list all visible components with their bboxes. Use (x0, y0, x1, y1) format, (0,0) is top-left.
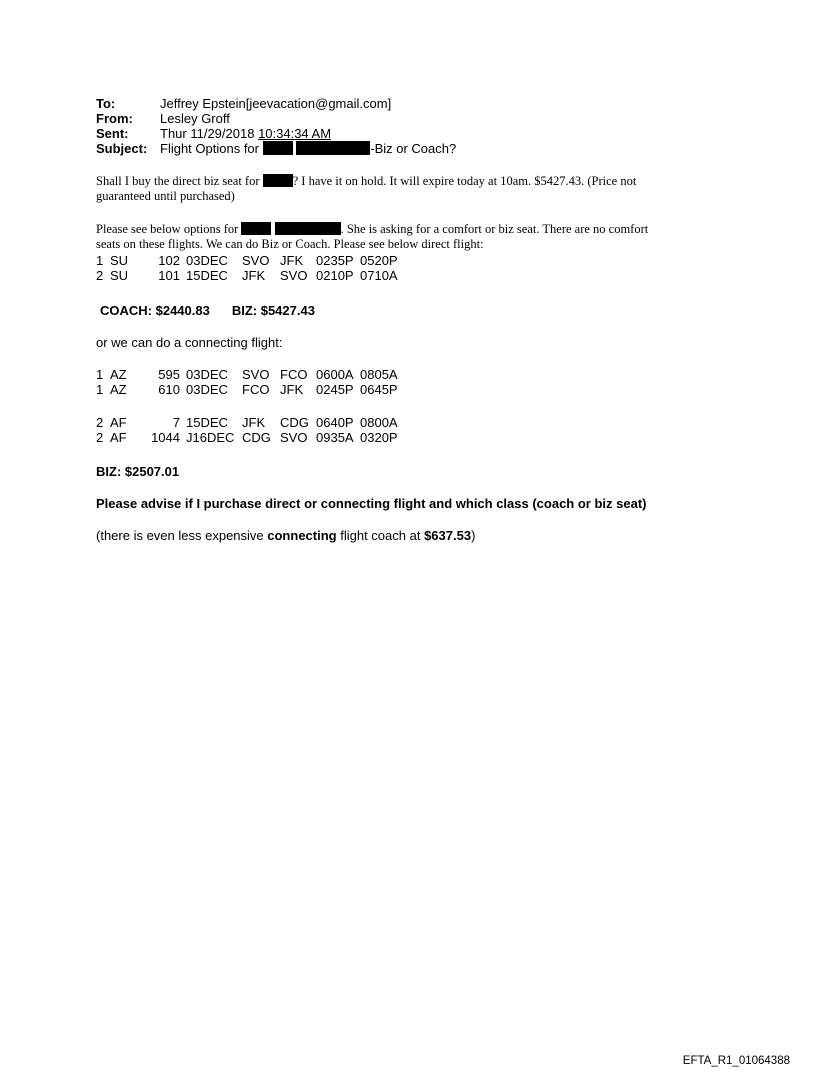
flight-to: JFK (280, 382, 304, 397)
flight-from: JFK (242, 415, 266, 430)
flight-from: SVO (242, 367, 270, 382)
flight-airline: AZ (110, 382, 127, 397)
flight-seg: 1 (96, 367, 104, 382)
connecting-out-list (96, 367, 736, 397)
flight-row (96, 430, 736, 445)
flight-flight: 101 (158, 268, 180, 283)
flight-seg: 1 (96, 253, 104, 268)
connecting-intro: or we can do a connecting flight: (96, 335, 283, 350)
subject-value (160, 141, 456, 156)
flight-to: SVO (280, 268, 308, 283)
subject-prefix: Flight Options for (160, 141, 259, 156)
advise-text: Please advise if I purchase direct or connecting flight and which class (coach or biz seat) (96, 496, 647, 511)
flight-row (96, 367, 736, 382)
flight-seg: 2 (96, 430, 104, 445)
flight-date: 03DEC (186, 367, 228, 382)
connecting-biz-price: BIZ: $2507.01 (96, 464, 180, 479)
flight-flight: 595 (158, 367, 180, 382)
flight-date: 03DEC (186, 382, 228, 397)
redaction-box (296, 141, 370, 155)
redaction-box (263, 174, 293, 187)
flight-to: SVO (280, 430, 308, 445)
flight-flight: 102 (158, 253, 180, 268)
connecting-ret-list (96, 415, 736, 445)
note-e: ) (471, 528, 476, 543)
flight-arr: 0320P (360, 430, 398, 445)
from-row (96, 111, 456, 126)
to-value: Jeffrey Epstein[jeevacation@gmail.com] (160, 96, 392, 111)
sent-date: Thur 11/29/2018 (160, 126, 259, 141)
flight-airline: SU (110, 253, 129, 268)
flight-to: JFK (280, 253, 304, 268)
from-value: Lesley Groff (160, 111, 230, 126)
subject-suffix: -Biz or Coach? (370, 141, 457, 156)
flight-flight: 1044 (151, 430, 180, 445)
note-c: flight coach at (336, 528, 425, 543)
subject-row (96, 141, 456, 156)
flight-from: FCO (242, 382, 270, 397)
flight-airline: AZ (110, 367, 127, 382)
flight-arr: 0805A (360, 367, 398, 382)
flight-seg: 1 (96, 382, 104, 397)
para2-text-c: seats on these flights. We can do Biz or Coach. Please see below direct flight: (96, 237, 484, 251)
note-b: connecting (267, 528, 337, 543)
flight-dep: 0210P (316, 268, 354, 283)
coach-price: COACH: $2440.83 (100, 303, 210, 318)
flight-airline: SU (110, 268, 129, 283)
flight-seg: 2 (96, 415, 104, 430)
paragraph-options (96, 222, 736, 252)
email-header (96, 96, 456, 156)
flight-date: 15DEC (186, 268, 228, 283)
flight-to: CDG (280, 415, 309, 430)
flight-row (96, 268, 736, 283)
flight-dep: 0245P (316, 382, 354, 397)
note-a: (there is even less expensive (96, 528, 268, 543)
para1-text-c: guaranteed until purchased) (96, 189, 235, 203)
to-row (96, 96, 456, 111)
flight-from: SVO (242, 253, 270, 268)
subject-label: Subject: (96, 141, 148, 156)
direct-prices (100, 303, 740, 318)
para2-text-b: . She is asking for a comfort or biz seat. There are no comfort (340, 222, 649, 236)
direct-flights-list (96, 253, 736, 283)
to-label: To: (96, 96, 116, 111)
flight-row (96, 382, 736, 397)
flight-to: FCO (280, 367, 308, 382)
flight-airline: AF (110, 430, 127, 445)
redaction-box (275, 222, 341, 235)
flight-date: 15DEC (186, 415, 228, 430)
flight-airline: AF (110, 415, 127, 430)
note-text (96, 528, 796, 543)
flight-from: JFK (242, 268, 266, 283)
flight-dep: 0935A (316, 430, 354, 445)
sent-value (160, 126, 456, 141)
redaction-box (263, 141, 293, 155)
flight-dep: 0640P (316, 415, 354, 430)
flight-row (96, 415, 736, 430)
para1-text-a: Shall I buy the direct biz seat for (96, 174, 260, 188)
flight-dep: 0600A (316, 367, 354, 382)
flight-date: 03DEC (186, 253, 228, 268)
paragraph-buy-direct (96, 174, 736, 204)
para1-text-b: ? I have it on hold. It will expire today at 10am. $5427.43. (Price not (292, 174, 637, 188)
from-label: From: (96, 111, 133, 126)
flight-date: J16DEC (186, 430, 235, 445)
flight-arr: 0520P (360, 253, 398, 268)
flight-flight: 7 (172, 415, 180, 430)
flight-flight: 610 (158, 382, 180, 397)
sent-time: 10:34:34 AM (258, 126, 332, 141)
flight-dep: 0235P (316, 253, 354, 268)
flight-arr: 0800A (360, 415, 398, 430)
flight-arr: 0710A (360, 268, 398, 283)
document-id: EFTA_R1_01064388 (682, 1055, 790, 1067)
redaction-box (241, 222, 271, 235)
note-d: $637.53 (424, 528, 472, 543)
para2-text-a: Please see below options for (96, 222, 239, 236)
flight-row (96, 253, 736, 268)
flight-from: CDG (242, 430, 271, 445)
flight-seg: 2 (96, 268, 104, 283)
biz-price: BIZ: $5427.43 (231, 303, 315, 318)
flight-arr: 0645P (360, 382, 398, 397)
sent-label: Sent: (96, 126, 129, 141)
sent-row (96, 126, 456, 141)
